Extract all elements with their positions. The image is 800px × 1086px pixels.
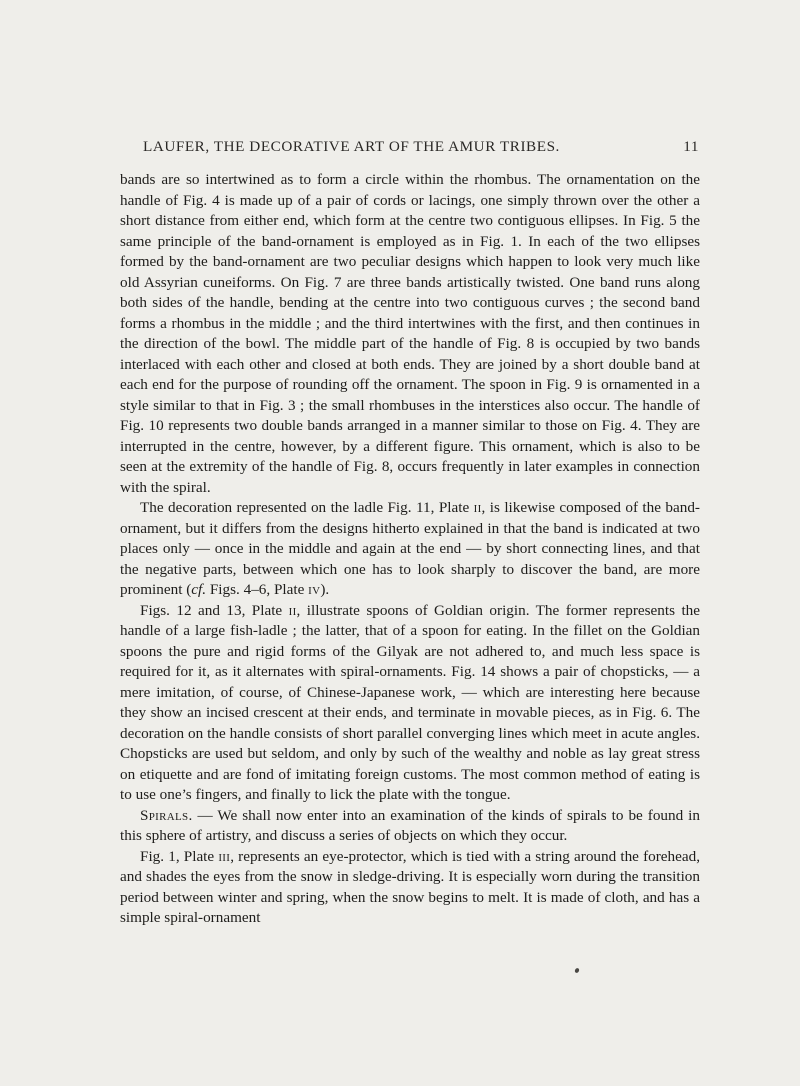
page-number: 11 — [683, 138, 699, 155]
paragraph-3 — [120, 601, 700, 806]
paragraph-4 — [120, 806, 700, 847]
running-title: LAUFER, THE DECORATIVE ART OF THE AMUR TRIBES. — [143, 138, 560, 155]
paragraph-5-text-b: , represents an eye-protector, which is tied with a string around the forehead, and shades the eyes from the snow in sledge-driving. It is especially worn during the transition period between winter and spring, when the snow begins to melt. It is made of cloth, and has a simple spiral-ornament — [120, 847, 700, 926]
section-heading-spirals: Spirals. — [140, 806, 193, 824]
paragraph-2-text-a: The decoration represented on the ladle Fig. 11, Plate — [140, 499, 474, 516]
paragraph-4-text: — We shall now enter into an examination of the kinds of spirals to be found in this sphere of artistry, and discuss a series of objects on which they occur. — [120, 806, 700, 844]
paragraph-2-text-c: Figs. 4–6, Plate — [206, 581, 309, 598]
paragraph-2 — [120, 498, 700, 601]
paragraph-3-text-b: , illustrate spoons of Goldian origin. The former represents the handle of a large fish-ladle ; the latter, that of a spoon for eating. In the fillet on the Goldian spoons the pure and rigid forms of the Gilyak are not adhered to, and much less space is required for it, as it alternates with spiral-ornaments. Fig. 14 shows a pair of chopsticks, — a mere imitation, of course, of Chinese-Japanese work, — which are interesting here because they show an incised crescent at their ends, and terminate in movable pieces, as in Fig. 6. The decoration on the handle consists of short parallel converging lines which meet in acute angles. Chopsticks are used but seldom, and only by such of the wealthy and noble as lay great stress on etiquette and are fond of imitating foreign customs. The most common method of eating is to use one’s fingers, and finally to lick the plate with the tongue. — [120, 601, 701, 803]
paragraph-1-text: bands are so intertwined as to form a circle within the rhombus. The ornamentation on the handle of Fig. 4 is made up of a pair of cords or lacings, one simply thrown over the other a short distance from either end, which form at the centre two contiguous ellipses. In Fig. 5 the same principle of the band-ornament is employed as in Fig. 1. In each of the two ellipses formed by the band-ornament are two peculiar designs which happen to look very much like old Assyrian cuneiforms. On Fig. 7 are three bands artistically twisted. One band runs along both sides of the handle, bending at the centre into two contiguous curves ; the second band forms a rhombus in the middle ; and the third intertwines with the first, and then continues in the direction of the bowl. The middle part of the handle of Fig. 8 is occupied by two bands interlaced with each other and closed at both ends. They are joined by a short double band at each end for the purpose of rounding off the ornament. The spoon in Fig. 9 is ornamented in a style similar to that in Fig. 3 ; the small rhombuses in the interstices also occur. The handle of Fig. 10 represents two double bands arranged in a manner similar to those on Fig. 4. They are interrupted in the centre, however, by a different figure. This ornament, which is also to be seen at the extremity of the handle of Fig. 8, occurs frequently in later examples in connection with the spiral. — [120, 171, 700, 496]
paragraph-3-text-a: Figs. 12 and 13, Plate — [140, 601, 289, 619]
paragraph-2-text-d: ). — [320, 581, 330, 598]
plate-ref: iv — [308, 581, 321, 598]
ink-speck — [574, 967, 580, 973]
plate-ref: ii — [473, 499, 482, 516]
cf-abbrev: cf. — [191, 581, 207, 598]
plate-ref: ii — [288, 601, 297, 619]
body-text — [120, 170, 700, 929]
plate-ref: iii — [218, 847, 231, 865]
paragraph-2-text-b: , is likewise composed of the band-ornament, but it differs from the designs hitherto explained in that the band is indicated at two places only — once in the middle and again at the end — by short connecting lines, and that the negative parts, between which one has to look sharply to discover the band, are more prominent ( — [120, 499, 700, 598]
paragraph-5 — [120, 847, 700, 929]
paragraph-5-text-a: Fig. 1, Plate — [140, 847, 219, 865]
paragraph-1 — [120, 170, 700, 498]
